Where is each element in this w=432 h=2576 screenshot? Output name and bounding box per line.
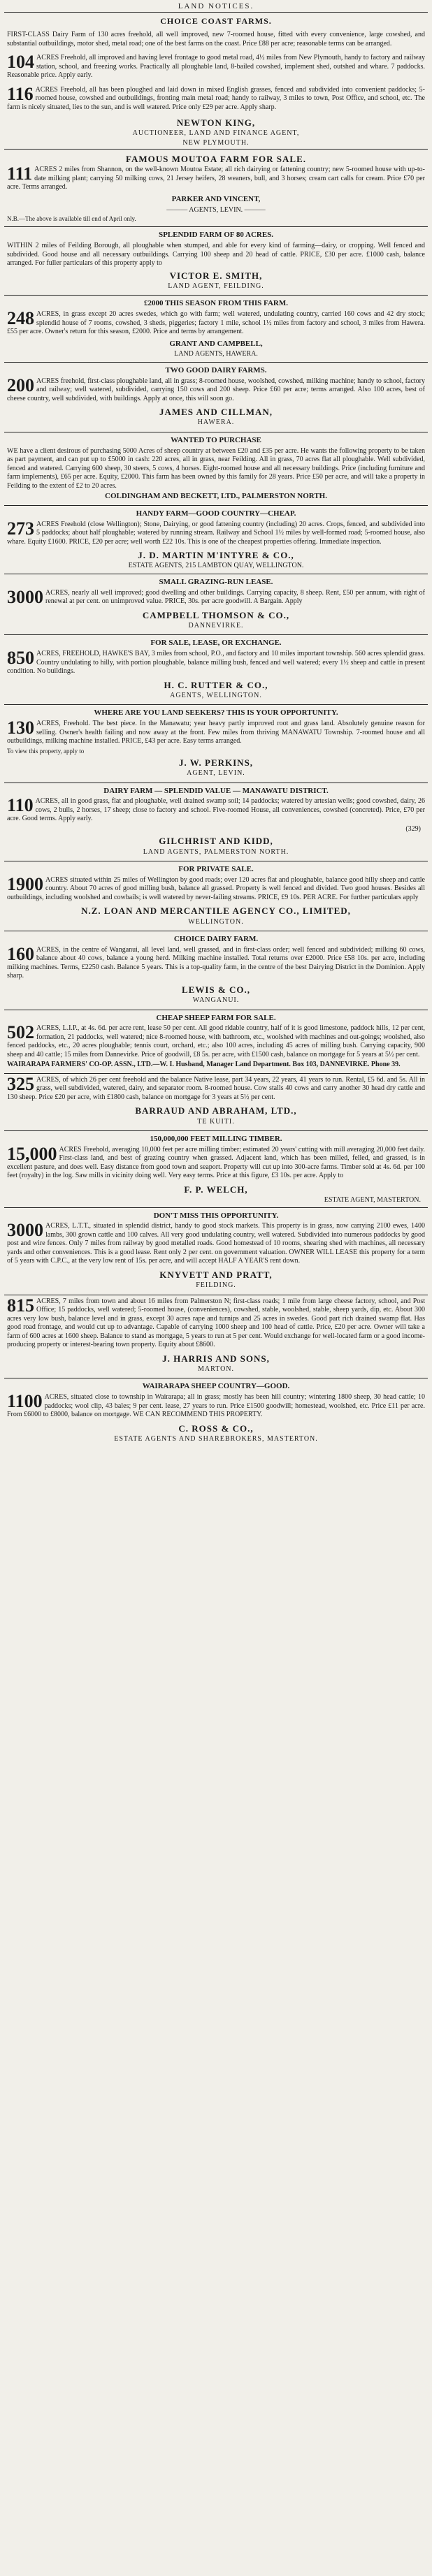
ad-headline: HANDY FARM—GOOD COUNTRY—CHEAP. — [136, 509, 296, 518]
ad-exchange — [4, 635, 428, 704]
agent-sub: ESTATE AGENT, MASTERTON. — [324, 1196, 421, 1204]
agent-sub: ESTATE AGENTS, 215 LAMBTON QUAY, WELLINGTON. — [128, 562, 304, 570]
agent-name: J. W. PERKINS, — [178, 757, 254, 768]
ad-body: ACRES, Freehold. The best piece. In the Manawatu; year heavy partly improved root and grass land. Absolutely genuine reason for selling. Owner's health failing and now away at the front. Few miles from thriving MANAWATU Township. 7-roomed house and all outbuildings, milking machine installed. PRICE, £43 per acre. Easy terms arranged. — [7, 720, 425, 745]
ad-manawatu-opportunity — [4, 705, 428, 782]
agent-name: J. D. MARTIN M'INTYRE & CO., — [138, 550, 294, 560]
ad-body: ACRES, in grass except 20 acres swedes, which go with farm; well watered, undulating country, carried 160 cows and 42 dry stock; splendid house of 7 rooms, cowshed, 3 sheds, piggeries; factory 1 mile, school 1½ miles from factory and school, 3 miles from Hawera. £55 per acre. Owner's return for this season, £2000. Price and terms by arrangement. — [7, 310, 425, 335]
ad-headline: DAIRY FARM — SPLENDID VALUE — MANAWATU DISTRICT. — [103, 786, 329, 795]
agent-sub: ESTATE AGENTS AND SHAREBROKERS, MASTERTON. — [114, 1434, 318, 1443]
agent-name: BARRAUD AND ABRAHAM, LTD., — [135, 1105, 297, 1116]
ad-handy-farm — [4, 506, 428, 574]
acreage-number: 200 — [7, 374, 34, 395]
ad-body: ACRES situated within 25 miles of Wellington by good roads; over 120 acres flat and ploughable, balance good hilly sheep and cattle country. About 70 acres of good milling bush, balance all grassed. Property is well fenced and divided. Two good houses. Besides all outbuildings, including woolshed and cowbails; is well watered by never-failing streams. PRICE, £9 10s. PER ACRE. For further particulars apply — [7, 875, 425, 901]
ad-milling-timber — [4, 1131, 428, 1207]
ad-coast-farm-2 — [4, 52, 428, 84]
acreage-number: 850 — [7, 648, 34, 668]
ad-headline: FOR PRIVATE SALE. — [178, 865, 254, 873]
ad-body: ACRES, nearly all well improved; good dwelling and other buildings. Carrying capacity, 8 sheep. Rent, £50 per annum, with right of renewal at per cent. on unimproved value. PRICE, 30s. per acre goodwill. A Bargain. Apply — [45, 588, 425, 605]
ad-body: ACRES Freehold, all improved and having level frontage to good metal road, 4½ miles from New Plymouth, handy to factory and railway station, school, and freezing works. Practically all ploughable land, 8-bailed cowshed, implement shed, outshed and whare. 7 paddocks. Reasonable price. Apply early. — [7, 54, 425, 79]
ad-wanted — [4, 432, 428, 505]
acreage-number: 502 — [7, 1022, 34, 1043]
ad-dairy-splendid — [4, 783, 428, 861]
agent-name: H. C. RUTTER & CO., — [164, 679, 268, 690]
ad-headline: £2000 THIS SEASON FROM THIS FARM. — [144, 299, 288, 308]
agent-name: F. P. WELCH, — [184, 1184, 248, 1195]
agent-sub: WELLINGTON. — [188, 917, 244, 926]
ad-native-lease — [4, 1074, 428, 1130]
ad-headline: SMALL GRAZING-RUN LEASE. — [159, 577, 273, 586]
agent-name: LEWIS & CO., — [182, 984, 250, 995]
ad-headline: WHERE ARE YOU LAND SEEKERS? THIS IS YOUR OPPORTUNITY. — [94, 708, 338, 718]
ad-body: ACRES 2 miles from Shannon, on the well-known Moutoa Estate; all rich dairying or fattening country; new 5-roomed house with up-to-date milking plant; carrying 50 milking cows, 21 Jersey heifers, 28 weaners, bull, and 3 horses; cream cart calls for cream. Price £70 per acre. Terms arranged. — [7, 166, 425, 191]
agent-sub: HAWERA. — [197, 419, 235, 427]
agent-name: WAIRARAPA FARMERS' CO-OP. ASSN., LTD.—W. I. Husband, Manager Land Department. Box 103, DANNEVIRKE. Phone 39. — [7, 1061, 401, 1069]
ad-private-sale — [4, 861, 428, 931]
agent-sub: LAND AGENTS, PALMERSTON NORTH. — [143, 847, 289, 856]
agent-sub: ——— AGENTS, LEVIN. ——— — [166, 205, 266, 214]
ad-wairarapa — [4, 1378, 428, 1448]
agent-name: GILCHRIST AND KIDD, — [159, 836, 273, 847]
agent-name: KNYVETT AND PRATT, — [159, 1269, 273, 1280]
agent-name: J. HARRIS AND SONS, — [162, 1353, 270, 1364]
ad-headline: CHOICE DAIRY FARM. — [173, 935, 259, 943]
ad-headline: DON'T MISS THIS OPPORTUNITY. — [153, 1211, 279, 1220]
ad-reference: (329) — [405, 824, 421, 833]
ad-moutoa — [4, 150, 428, 226]
agent-sub: AGENT, LEVIN. — [187, 769, 245, 777]
acreage-number: 3000 — [7, 1220, 43, 1241]
agent-title: AUCTIONEER, LAND AND FINANCE AGENT, — [132, 129, 300, 137]
agent-name: JAMES AND CILLMAN, — [159, 407, 273, 417]
ad-body: ACRES, situated close to township in Wairarapa; all in grass; mostly has been hill country; wintering 1800 sheep, 30 head cattle; 10 paddocks; wool clip, 43 bales; 9 per cent. lease, 27 years to run. Price £1500 goodwill; homestead, woolshed, etc. Price £11 per acre. From £6000 to £8000, balance on mortgage. WE CAN RECOMMEND THIS PROPERTY. — [7, 1393, 425, 1418]
acreage-number: 325 — [7, 1073, 34, 1094]
ad-note: To view this property, apply to — [7, 747, 85, 755]
ad-body: ACRES Freehold (close Wellington); Stone, Dairying, or good fattening country (including) 20 acres. Crops, fenced, and subdivided into 5 paddocks; about half ploughable; watered by running stream. Railway and School 1½ miles by well-formed road; 5-roomed house, also whare. Equity £1600. PRICE, £20 per acre; well worth £22 10s. This is one of the cheapest properties offering. Immediate inspection. — [7, 520, 425, 546]
ad-headline: FOR SALE, LEASE, OR EXCHANGE. — [150, 639, 282, 648]
acreage-number: 110 — [7, 795, 34, 816]
newspaper-page — [4, 0, 428, 1448]
acreage-number: 273 — [7, 518, 34, 539]
ad-dont-miss — [4, 1208, 428, 1295]
agent-sub: FEILDING. — [196, 1281, 236, 1289]
ad-headline: 150,000,000 FEET MILLING TIMBER. — [150, 1135, 282, 1143]
agent-sub: DANNEVIRKE. — [188, 621, 244, 630]
ad-headline: WAIRARAPA SHEEP COUNTRY—GOOD. — [142, 1382, 290, 1391]
acreage-number: 15,000 — [7, 1143, 57, 1164]
ad-marton — [4, 1295, 428, 1378]
ad-body: ACRES, of which 26 per cent freehold and the balance Native lease, part 34 years, 22 years, 41 years to run. Rental, £5 6d. and 5s. All in grass, well subdivided, watered, dairy, and separator room. 8-roomed house. Cow stalls 40 cows and carry another 30 head dry cattle and 130 sheep. Price £20 per acre, with £1800 cash, balance on mortgage for 3 years at 5½ per cent. — [7, 1075, 425, 1101]
agent-sub: TE KUITI. — [197, 1117, 235, 1126]
ad-body: ACRES, in the centre of Wanganui, all level land, well grassed, and in first-class order; well fenced and subdivided; milking 60 cows, balance about 40 cows, balance a young herd. Milking machine installed. Total returns over £2000. Price £58 10s. per acre, including milking machines. Terms, £2250 cash. Balance 5 years. This is a top-quality farm, in the centre of the best Dairying District in the Dominion. Apply sharp. — [7, 945, 425, 980]
acreage-number: 1100 — [7, 1391, 43, 1411]
agent-name: GRANT AND CAMPBELL, — [169, 339, 263, 348]
agent-sub: MARTON. — [197, 1365, 235, 1373]
ad-body: ACRES, all in good grass, flat and ploughable, well drained swamp soil; 14 paddocks; watered by artesian wells; good cowshed, dairy, 26 cows, 2 bulls, 2 horses, 17 sheep; close to factory and school. Five-roomed House, all conveniences, cowshed (concreted). Price, £70 per acre. Good terms. Apply early. — [7, 797, 425, 823]
agent-sub: WANGANUI. — [192, 996, 240, 1004]
ad-body: WITHIN 2 miles of Feilding Borough, all ploughable when stumped, and able for every kind of farming—dairy, or cropping. Well fenced and subdivided. Good house and all necessary outbuildings. Carrying 100 sheep and 20 head of cattle. PRICE, £30 per acre. £1000 cash, balance arranged. For fuller particulars of this property apply to — [7, 242, 425, 267]
ad-body: ACRES Freehold, all has been ploughed and laid down in mixed English grasses, fenced and subdivided into convenient paddocks; 5-roomed house, cowshed and outbuildings, fronting main metal road; handy to railway, 3 miles to town, Post Office, and school, etc. The farm is nicely situated, lies to the sun, and is well watered. Price only £29 per acre. Apply sharp. — [7, 85, 425, 111]
agent-name: N.Z. LOAN AND MERCANTILE AGENCY CO., LIMITED, — [81, 905, 351, 917]
agent-place: NEW PLYMOUTH. — [182, 139, 250, 147]
ad-headline: SPLENDID FARM OF 80 ACRES. — [158, 231, 274, 240]
acreage-number: 248 — [7, 308, 34, 328]
ad-body: ACRES, FREEHOLD, HAWKE'S BAY, 3 miles from school, P.O., and factory and 10 miles important township. 560 acres splendid grass. Country undulating to hilly, with portion ploughable, balance milling bush, fenced and well watered; every 1½ sheep and cattle in present condition. No buildings. — [7, 650, 425, 675]
ad-headline: CHEAP SHEEP FARM FOR SALE. — [156, 1013, 276, 1022]
ad-body: ACRES, 7 miles from town and about 16 miles from Palmerston N; first-class roads; 1 mile from large cheese factory, school, and Post Office; 15 paddocks, well watered; 5-roomed house, (conveniences), cowshed, stable, woolshed, stable, sheep yards, dip, etc. About 300 acres very low bush, balance level and in grass, except 30 acres rape and turnips and 25 acres in swedes. Good part rich drained swamp flat. Has good road frontage, and would cut up to advantage. Capable of carrying 1000 sheep and 100 head of cattle. Price, £20 per acre. Owner will take a farm of 600 acres at 1600 sheep. Balance to stand as mortgage, 5 years to run at 5 per cent. Would exchange for well-located farm or a good income-producing property or interest-bearing town property. Equity about £8600. — [7, 1297, 425, 1348]
acreage-number: 130 — [7, 718, 34, 738]
ad-coast-farm-3 — [4, 84, 428, 116]
agent-name: CAMPBELL THOMSON & CO., — [142, 609, 290, 620]
ad-two-dairy-farms — [4, 363, 428, 432]
ad-small-grazing — [4, 574, 428, 635]
ad-body: FIRST-CLASS Dairy Farm of 130 acres freehold, all well improved, new 7-roomed house, fitted with every convenience, large cowshed, and substantial outbuildings, motor shed, metal road; one of the best farms on the coast. Price £88 per acre; reasonable terms can be arranged. — [7, 31, 425, 48]
acreage-number: 160 — [7, 943, 34, 964]
acreage-number: 111 — [7, 163, 33, 184]
ad-body: ACRES, L.T.T., situated in splendid district, handy to good stock markets. This property is in grass, now carrying 2100 ewes, 1400 lambs, 300 grown cattle and 100 calves. All very good undulating country, well watered. Subdivided into numerous paddocks by good post and wire fences. Only 7 miles from railway by good metalled roads. Good homestead of 10 rooms, shearing shed with machines, all necessary yards and other conveniences. This is a good lease. Rent only 2 per cent. on government valuation. OWNER WILL LEASE this property for a term of 5 years with C.P.C., at the very low rent of 15s. per acre, and will accept HALF A YEAR'S rent down. — [7, 1222, 425, 1265]
agent-name: NEWTON KING, — [176, 117, 256, 128]
ad-choice-dairy — [4, 931, 428, 1010]
agent-name: C. ROSS & CO., — [178, 1422, 254, 1434]
ad-headline: FAMOUS MOUTOA FARM FOR SALE. — [125, 154, 307, 164]
ad-headline: TWO GOOD DAIRY FARMS. — [165, 365, 267, 374]
ad-cheap-sheep — [4, 1010, 428, 1073]
ad-splendid-80 — [4, 227, 428, 295]
ad-note: N.B.—The above is available till end of April only. — [7, 215, 136, 222]
agent-name: VICTOR E. SMITH, — [169, 270, 263, 281]
ad-coast-farm-1 — [4, 29, 428, 52]
agent-name: PARKER AND VINCENT, — [171, 194, 261, 203]
acreage-number: 116 — [7, 83, 34, 104]
ad-hawera-2000 — [4, 296, 428, 362]
ad-body: ACRES, L.I.P., at 4s. 6d. per acre rent, lease 50 per cent. All good ridable country, half of it is good limestone, paddock hills, 12 per cent, formation, 21 paddocks, well watered; nice 8-roomed house, with bathroom, etc., woolshed with machines and out-goings; woolshed, also fenced paddocks, etc., 20 acres ploughable; tennis court, orchard, etc.; also 100 acres, including 45 acres of milling bush. Carrying capacity, 900 sheep and 40 cattle; 15 miles from Dannevirke. Price of goodwill, £8 5s. per acre, with £1500 cash, balance on mortgage for 5 years at 5½ per cent. — [7, 1024, 425, 1058]
ad-body: ACRES freehold, first-class ploughable land, all in grass; 8-roomed house, woolshed, cowshed, milking machine; handy to school, factory and railway; well watered, subdivided, carrying 150 cows and 200 sheep. Price £60 per acre; terms arranged. Also 100 acres, best of cheese country, well subdivided, with buildings. Apply at once, this will soon go. — [7, 377, 425, 402]
page-header: LAND NOTICES. — [178, 2, 254, 10]
acreage-number: 815 — [7, 1295, 34, 1316]
agent-sub: AGENTS, WELLINGTON. — [170, 691, 262, 699]
ad-body: WE have a client desirous of purchasing 5000 Acres of sheep country at between £20 and £35 per acre. He wants the following property to be taken as part payment, and can put up to £5000 in cash: 220 acres, all in grass, near Feilding. All in grass, 70 acres flat all ploughable. Well subdivided, fenced and watered. Carrying 600 sheep, 30 steers, 5 cows, 4 horses. Eight-roomed house and all necessary buildings. Price (including furniture and farm implements), £65 per acre. Equity, £2000. This farm has been owned by this family for 28 years. Price £50 per acre, and will take a property in Feilding to the extent of £2 to 20 acres. — [7, 446, 425, 490]
section-title: CHOICE COAST FARMS. — [160, 16, 272, 26]
agent-sub: LAND AGENT, FEILDING. — [168, 282, 264, 290]
acreage-number: 104 — [7, 52, 34, 72]
agent-sub: LAND AGENTS, HAWERA. — [174, 350, 258, 358]
acreage-number: 1900 — [7, 873, 43, 894]
agent-name: COLDINGHAM AND BECKETT, LTD., PALMERSTON NORTH. — [105, 492, 327, 500]
acreage-number: 3000 — [7, 586, 43, 607]
ad-headline: WANTED TO PURCHASE — [171, 435, 261, 444]
ad-body: ACRES Freehold, averaging 10,000 feet per acre milling timber; estimated 20 years' cutting with mill averaging 20,000 feet daily. First-class land, and best of grazing country when grassed. Adjacent land, which has been milled, felled, and grassed, is in excellent pasture, and does well. Easy distance from good town and seaport. Property will cut up into 300-acre farms. Timber sold at 4s. 6d. per 100 feet (royalty) in the log. Saw mills in vicinity doing well. Very easy terms. Price at this figure, £3 10s. per acre. Apply to — [7, 1145, 425, 1180]
